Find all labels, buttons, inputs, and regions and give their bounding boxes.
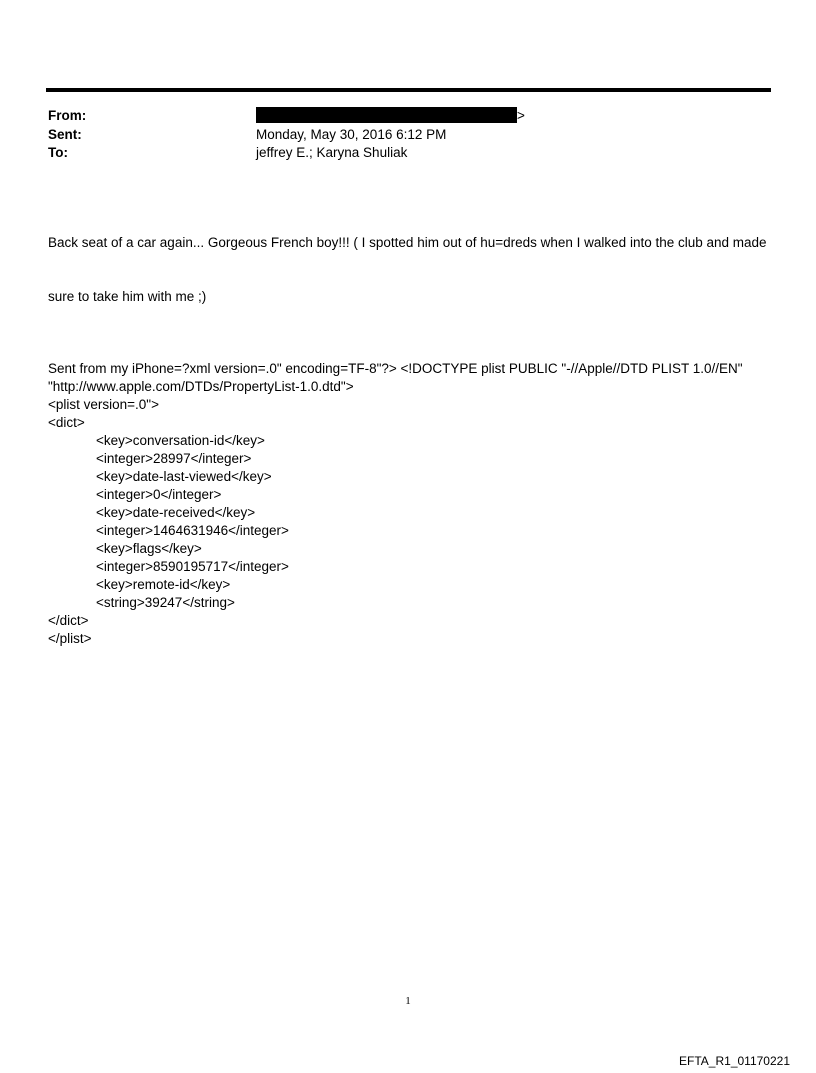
dict-entry: <key>remote-id</key> xyxy=(96,577,231,592)
message-line: Back seat of a car again... Gorgeous French boy!!! ( I spotted him out of hu=dreds when I walked into the club and made xyxy=(48,235,767,250)
sent-label: Sent: xyxy=(48,126,82,142)
to-label: To: xyxy=(48,145,68,160)
dict-close-line: </dict> xyxy=(48,613,89,628)
dict-entry: <string>39247</string> xyxy=(96,595,235,610)
email-header xyxy=(48,107,768,163)
header-rule xyxy=(46,88,771,92)
message-line: sure to take him with me ;) xyxy=(48,289,207,304)
sent-value: Monday, May 30, 2016 6:12 PM xyxy=(256,126,447,142)
from-value xyxy=(256,107,525,126)
dict-open-line: <dict> xyxy=(48,415,85,430)
signature-line: Sent from my iPhone=?xml version=.0" encoding=TF-8"?> <!DOCTYPE plist PUBLIC "-//Apple//DTD PLIST 1.0//EN" xyxy=(48,361,743,376)
dict-entry: <integer>0</integer> xyxy=(96,487,222,502)
plist-open-line: <plist version=.0"> xyxy=(48,397,159,412)
sent-row xyxy=(48,126,768,145)
from-label: From: xyxy=(48,108,87,123)
dict-entry: <integer>8590195717</integer> xyxy=(96,559,289,574)
redaction-bar xyxy=(256,107,517,123)
dict-entry: <key>conversation-id</key> xyxy=(96,433,265,448)
plist-close-line: </plist> xyxy=(48,631,92,646)
document-id: EFTA_R1_01170221 xyxy=(679,1054,790,1068)
dict-entry: <key>date-received</key> xyxy=(96,505,256,520)
signature-block xyxy=(48,360,773,648)
signature-line: "http://www.apple.com/DTDs/PropertyList-1.0.dtd"> xyxy=(48,379,354,394)
dict-entry: <key>date-last-viewed</key> xyxy=(96,469,272,484)
email-body xyxy=(48,198,773,648)
from-suffix: > xyxy=(517,108,525,123)
message-paragraph xyxy=(48,198,773,342)
dict-entry: <integer>1464631946</integer> xyxy=(96,523,289,538)
to-value: jeffrey E.; Karyna Shuliak xyxy=(256,145,408,160)
from-row xyxy=(48,107,768,126)
to-row xyxy=(48,144,768,163)
page-number: 1 xyxy=(405,995,411,1007)
dict-entry: <integer>28997</integer> xyxy=(96,451,252,466)
dict-entry: <key>flags</key> xyxy=(96,541,202,556)
